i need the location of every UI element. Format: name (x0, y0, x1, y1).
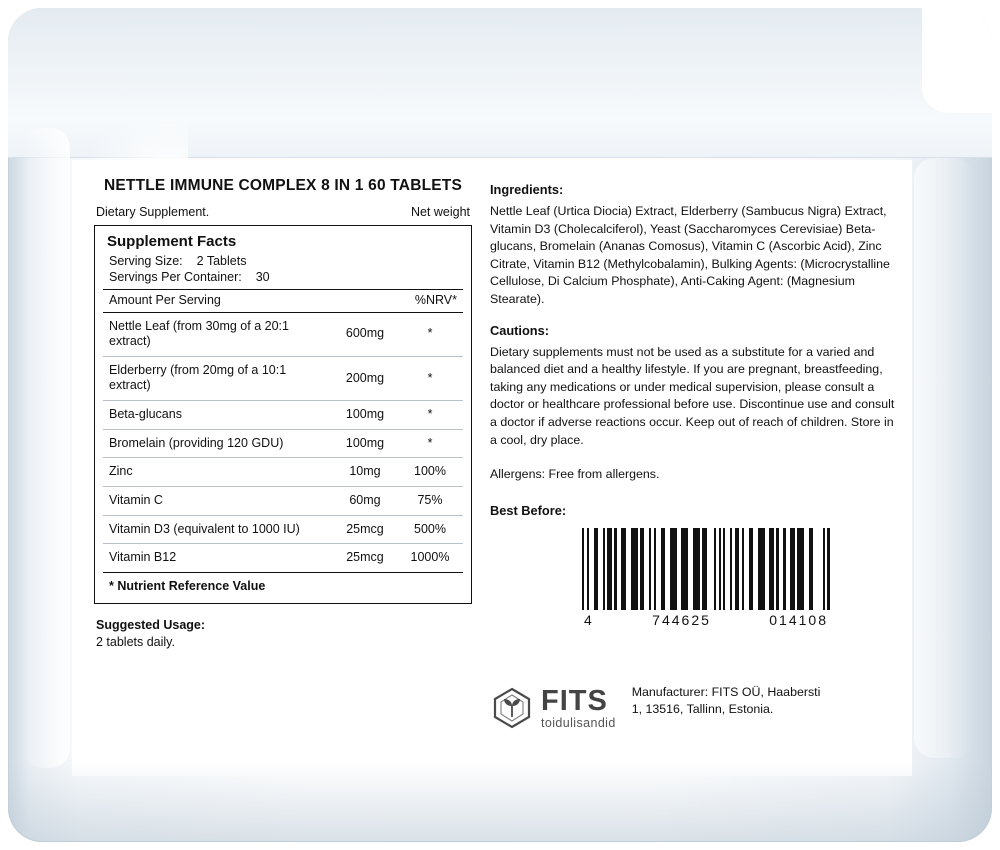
suggested-usage-title: Suggested Usage: (96, 617, 206, 632)
col-nrv: %NRV* (403, 289, 463, 312)
barcode-digits (582, 612, 830, 628)
table-row (103, 401, 463, 430)
nutrient-nrv: * (403, 312, 463, 356)
bottle-shoulder-highlight (8, 94, 188, 164)
category-label: Dietary Supplement. (96, 204, 210, 219)
nutrient-amount: 100mg (329, 401, 403, 430)
net-weight-label: Net weight (410, 204, 470, 219)
table-row (103, 544, 463, 572)
nutrient-amount: 100mg (329, 429, 403, 458)
nutrient-name: Vitamin D3 (equivalent to 1000 IU) (103, 515, 329, 544)
table-row (103, 486, 463, 515)
table-row (103, 515, 463, 544)
table-row (103, 429, 463, 458)
ingredients-title: Ingredients: (490, 182, 564, 197)
nutrient-nrv: * (403, 429, 463, 458)
nutrient-amount: 25mcg (329, 515, 403, 544)
cautions-text: Dietary supplements must not be used as a substitute for a varied and balanced diet and a healthy lifestyle. If you are pregnant, breastfeeding, taking any medications or under medical supervision, please consult a doctor or healthcare professional before use. Discontinue use and consult a doctor if adverse reactions occur. Keep out of reach of children. Store in a cool, dry place. (490, 344, 895, 447)
table-row (103, 312, 463, 356)
subtitle-row (94, 205, 472, 219)
servings-per-container-label: Servings Per Container: (109, 269, 242, 284)
barcode-block (582, 528, 830, 628)
brand-logo (490, 686, 616, 730)
bottle-highlight-left (22, 128, 70, 768)
leaf-hexagon-icon (490, 686, 534, 730)
product-label (72, 160, 912, 776)
table-header-row (103, 289, 463, 312)
nutrient-name: Beta-glucans (103, 401, 329, 430)
barcode-digits-group1: 744625 (652, 612, 711, 629)
nutrient-name: Elderberry (from 20mg of a 10:1 extract) (103, 356, 329, 400)
best-before-label: Best Before: (490, 503, 567, 519)
serving-size-label: Serving Size: (109, 253, 183, 268)
nutrient-amount: 600mg (329, 312, 403, 356)
manufacturer-text: Manufacturer: FITS OÜ, Haabersti 1, 13516, Tallinn, Estonia. (631, 685, 821, 716)
barcode-image (582, 528, 830, 610)
nutrient-name: Vitamin B12 (109, 550, 177, 565)
suggested-usage-section (94, 618, 472, 649)
nutrient-amount: 60mg (329, 486, 403, 515)
nutrient-amount: 25mcg (346, 550, 384, 565)
cap-notch-inner (934, 8, 992, 102)
ingredients-text: Nettle Leaf (Urtica Diocia) Extract, Elderberry (Sambucus Nigra) Extract, Vitamin D3 (Cholecalciferol), Yeast (Saccharomyces Cerevisiae) Beta-glucans, Bromelain (Ananas Comosus), Vitamin C (Ascorbic Acid), Zinc Citrate, Vitamin B12 (Methylcobalamin), Bulking Agents: (Microcrystalline Cellulose, Di Calcium Phosphate), Anti-Caking Agent: (Magnesium Stearate). (490, 204, 890, 307)
brand-text (541, 684, 616, 730)
label-left-column (94, 176, 472, 649)
barcode-digit-left: 4 (584, 612, 594, 629)
table-row (103, 356, 463, 400)
nutrient-name: Nettle Leaf (from 30mg of a 20:1 extract) (103, 312, 329, 356)
page-title: NETTLE IMMUNE COMPLEX 8 IN 1 60 TABLETS (103, 177, 463, 194)
serving-size-value: 2 Tablets (196, 253, 247, 268)
nutrient-amount: 200mg (329, 356, 403, 400)
barcode-digits-group2: 014108 (769, 612, 828, 629)
nutrient-nrv: * (403, 401, 463, 430)
bottle-highlight-right (914, 158, 974, 758)
supplement-bottle (8, 8, 992, 842)
nutrient-amount: 10mg (329, 458, 403, 487)
serving-size-row (109, 254, 463, 268)
col-amount-per-serving: Amount Per Serving (103, 289, 329, 312)
supplement-facts-title: Supplement Facts (107, 232, 237, 250)
servings-per-container-value: 30 (255, 269, 270, 284)
table-row (103, 458, 463, 487)
brand-tagline: toidulisandid (541, 715, 616, 730)
cap-notch (922, 8, 992, 113)
allergens-text: Allergens: Free from allergens. (490, 467, 660, 482)
supplement-facts-table (103, 289, 463, 572)
label-footer-row (490, 680, 910, 730)
nutrient-nrv: 500% (403, 515, 463, 544)
label-right-column (490, 182, 902, 628)
nutrient-nrv: * (403, 356, 463, 400)
bottle-cap (8, 8, 992, 158)
nutrient-name: Vitamin C (103, 486, 329, 515)
nutrient-nrv: 1000% (410, 550, 450, 565)
suggested-usage-text: 2 tablets daily. (96, 634, 175, 649)
nutrient-nrv: 75% (403, 486, 463, 515)
brand-name: FITS (541, 684, 608, 717)
nutrient-nrv: 100% (403, 458, 463, 487)
nutrient-name: Zinc (103, 458, 329, 487)
servings-per-container-row (109, 270, 463, 284)
col-amount-spacer (329, 289, 403, 312)
nutrient-name: Bromelain (providing 120 GDU) (103, 429, 329, 458)
cautions-title: Cautions: (490, 322, 550, 338)
nrv-footnote: * Nutrient Reference Value (103, 572, 463, 595)
supplement-facts-box (94, 225, 472, 604)
